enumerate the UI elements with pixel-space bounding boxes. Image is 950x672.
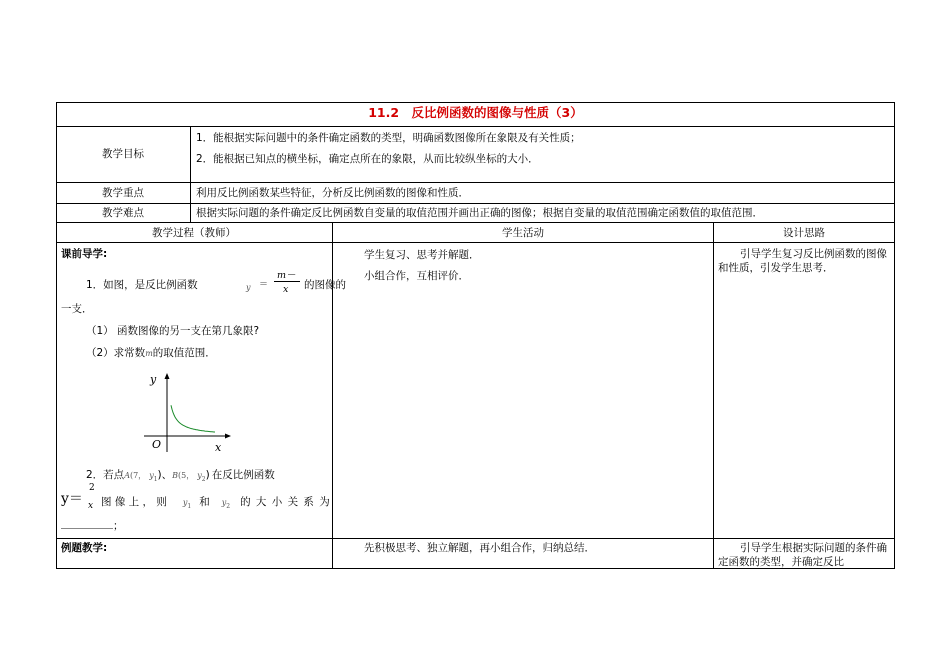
relation-y2-subscript: 2 bbox=[226, 503, 231, 511]
table-rule bbox=[56, 203, 895, 204]
table-rule bbox=[56, 222, 895, 223]
question-1-equals: ＝ bbox=[259, 280, 269, 290]
table-border-left bbox=[56, 102, 57, 569]
question-2-numerator: 2 bbox=[89, 483, 95, 493]
answer-blank[interactable] bbox=[61, 518, 113, 529]
inverse-function-graph bbox=[142, 372, 232, 454]
y-axis-arrow bbox=[165, 373, 170, 379]
header-process: 教学过程（教师） bbox=[152, 227, 236, 239]
lesson-title: 11.2 反比例函数的图像与性质（3） bbox=[368, 105, 583, 120]
question-2-line-2 bbox=[101, 495, 331, 514]
student-activity-line-1: 学生复习、思考并解题． bbox=[364, 249, 480, 261]
table-col-rule bbox=[332, 222, 333, 569]
relation-y1: y bbox=[182, 498, 188, 507]
table-rule bbox=[56, 182, 895, 183]
question-2-line-1 bbox=[86, 468, 275, 487]
question-1-sub-2 bbox=[86, 346, 216, 361]
question-2-text-cont: 在反比例函数 bbox=[211, 469, 275, 481]
design-thinking-examples: 引导学生根据实际问题的条件确定函数的类型，并确定反比 bbox=[718, 542, 887, 568]
header-student: 学生活动 bbox=[502, 227, 544, 239]
table-col-rule bbox=[190, 126, 191, 223]
point-b: B bbox=[172, 471, 179, 480]
y-axis-label: y bbox=[150, 373, 157, 386]
table-rule bbox=[56, 242, 895, 243]
question-1-sub-2-text-end: 的取值范围． bbox=[152, 347, 216, 359]
relation-y1-subscript: 1 bbox=[187, 503, 192, 511]
answer-end: ； bbox=[113, 520, 124, 532]
question-2-text: 2．若点 bbox=[86, 469, 125, 481]
question-1-sub-1: （1） 函数图像的另一支在第几象限? bbox=[86, 325, 260, 337]
table-rule bbox=[56, 538, 895, 539]
question-1-numerator: m－ bbox=[277, 270, 296, 281]
point-a-y: y bbox=[149, 471, 154, 480]
point-b-coord: (5， bbox=[178, 471, 195, 480]
table-rule bbox=[56, 126, 895, 127]
question-2-answer bbox=[61, 518, 124, 533]
question-1-denominator: x bbox=[283, 284, 289, 295]
point-a: A bbox=[124, 471, 130, 480]
point-a-close: )、 bbox=[157, 469, 173, 481]
key-points-text: 利用反比例函数某些特征，分析反比例函数的图像和性质． bbox=[196, 187, 469, 199]
examples-heading: 例题教学: bbox=[61, 542, 108, 554]
point-b-y: y bbox=[197, 471, 202, 480]
question-1-text-cont: 的图像的 bbox=[304, 279, 346, 291]
difficulties-text: 根据实际问题的条件确定反比例函数自变量的取值范围并画出正确的图像；根据自变量的取值范围确定函数值的取值范围． bbox=[196, 207, 763, 219]
hyperbola-branch bbox=[171, 405, 215, 432]
question-1-sub-2-text: （2）求常数 bbox=[86, 347, 146, 359]
student-activity-examples: 先积极思考、独立解题，再小组合作，归纳总结． bbox=[364, 542, 595, 554]
difficulties-label: 教学难点 bbox=[102, 207, 144, 219]
objective-item-2: 2．能根据已知点的横坐标，确定点所在的象限，从而比较纵坐标的大小． bbox=[196, 153, 539, 165]
pre-class-heading: 课前导学: bbox=[61, 248, 108, 260]
design-thinking-pre-class: 引导学生复习反比例函数的图像和性质，引发学生思考． bbox=[718, 248, 887, 274]
constant-m: m bbox=[145, 349, 153, 358]
x-axis-arrow bbox=[225, 434, 231, 439]
question-1-y: y bbox=[246, 283, 251, 292]
table-border-right bbox=[894, 102, 895, 569]
x-axis-label: x bbox=[215, 441, 222, 454]
objective-item-1: 1．能根据实际问题中的条件确定函数的类型，明确函数图像所在象限及有关性质； bbox=[196, 132, 581, 144]
question-2-text-relation: 的 大 小 关 系 为 bbox=[240, 496, 331, 508]
question-2-denominator: x bbox=[88, 501, 94, 511]
key-points-label: 教学重点 bbox=[102, 187, 144, 199]
question-1-text: 1．如图，是反比例函数 bbox=[86, 279, 198, 291]
table-border-top bbox=[56, 102, 895, 103]
student-activity-line-2: 小组合作，互相评价． bbox=[364, 270, 469, 282]
fraction-bar bbox=[274, 281, 300, 282]
origin-label: O bbox=[152, 438, 162, 451]
question-2-function: y＝ bbox=[61, 491, 83, 507]
lesson-table bbox=[56, 102, 895, 569]
question-1-text-end: 一支． bbox=[61, 303, 93, 315]
header-design: 设计思路 bbox=[783, 227, 825, 239]
relation-y2: y bbox=[221, 498, 227, 507]
objectives-label: 教学目标 bbox=[102, 148, 144, 160]
relation-and: 和 bbox=[199, 496, 210, 508]
point-b-y-subscript: 2 bbox=[201, 476, 206, 484]
point-a-y-subscript: 1 bbox=[153, 476, 158, 484]
point-b-close: ) bbox=[205, 469, 210, 481]
table-col-rule bbox=[713, 222, 714, 569]
question-2-text-on-graph: 图 像 上 ， 则 bbox=[101, 496, 167, 508]
point-a-coord: (7， bbox=[129, 471, 147, 480]
